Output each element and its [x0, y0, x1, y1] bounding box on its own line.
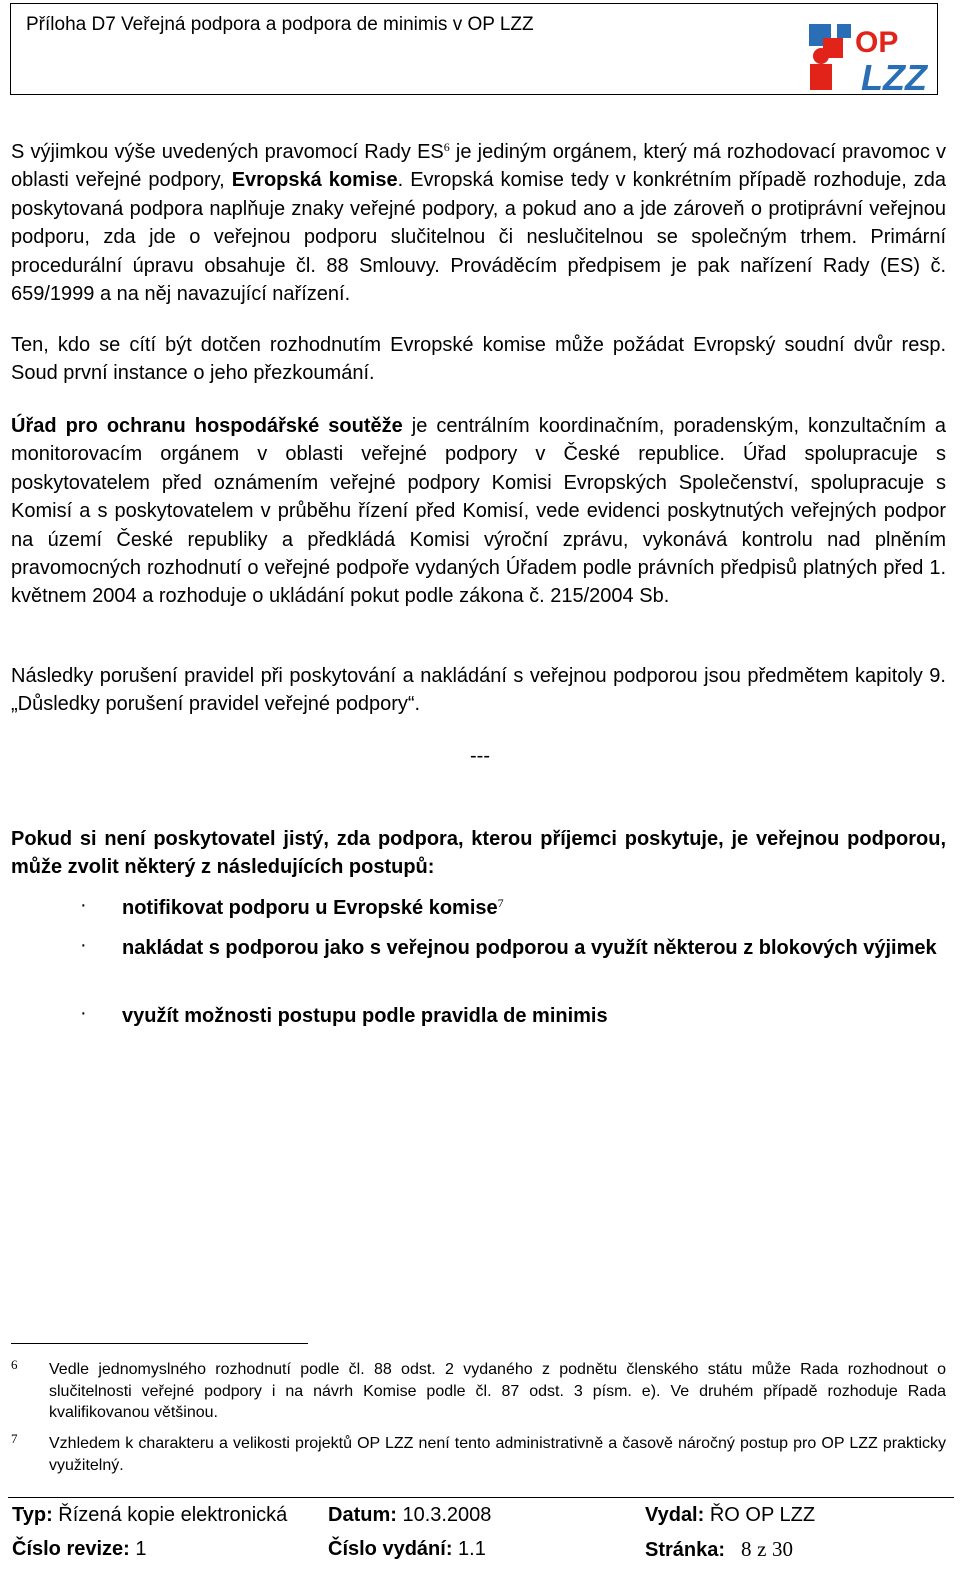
- bullet-symbol: ·: [80, 1002, 87, 1024]
- svg-text:OP: OP: [855, 26, 899, 59]
- op-lzz-logo: [807, 18, 927, 98]
- footer-revision-label: Číslo revize:: [12, 1538, 130, 1560]
- footer-issuer-value: ŘO OP LZZ: [704, 1504, 816, 1526]
- footer-type-label: Typ:: [12, 1504, 53, 1526]
- footer-type: [12, 1504, 287, 1527]
- footer-issuer: [645, 1504, 815, 1527]
- p1-text-a: S výjimkou výše uvedených pravomocí Rady ES: [11, 141, 444, 163]
- paragraph-uohs: [11, 412, 946, 611]
- bullet-symbol: ·: [80, 934, 87, 956]
- paragraph-consequences: Následky porušení pravidel při poskytování a nakládání s veřejnou podporou jsou předmětem kapitoly 9. „Důsledky porušení pravidel veřejné podpory“.: [11, 665, 946, 716]
- footer-page-number: 8: [741, 1537, 752, 1561]
- p1-text-c: . Evropská komise tedy v konkrétním případě rozhoduje, zda poskytovaná podpora naplňuje znaky veřejné podpory, a pokud ano a jde zároveň o protiprávní veřejnou podporu, zda jde o veřejnou podporu slučitelnou či neslučitelnou se společným trhem. Primární procedurální úpravu obsahuje čl. 88 Smlouvy. Prováděcím předpisem je pak nařízení Rady (ES) č. 659/1999 a na něj navazující nařízení.: [11, 169, 947, 306]
- bullet-item-text: notifikovat podporu u Evropské komise: [122, 897, 498, 919]
- footer-date-value: 10.3.2008: [396, 1504, 492, 1526]
- footer-page-total: 30: [771, 1537, 793, 1561]
- footer-revision-value: 1: [129, 1538, 147, 1560]
- footer-page: [645, 1537, 793, 1562]
- footer-edition-label: Číslo vydání:: [328, 1538, 453, 1560]
- p1-text-b: je jediným orgánem, který má rozhodovací pravomoc v oblasti veřejné podpory,: [11, 141, 946, 192]
- footnote-rule: [11, 1343, 308, 1344]
- bullet-item: nakládat s podporou jako s veřejnou podporou a využít některou z blokových výjimek: [122, 937, 937, 959]
- footnote-ref-6: 6: [443, 140, 450, 154]
- footer-type-value: Řízená kopie elektronická: [52, 1504, 288, 1526]
- footnote-text: Vedle jednomyslného rozhodnutí podle čl. 88 odst. 2 vydaného z podnětu členského státu může Rada rozhodnout o slučitelnosti veřejné podpory i na návrh Komise podle čl. 87 odst. 3 písm. e). Ve druhém případě rozhoduje Rada kvalifikovanou většinou.: [49, 1361, 946, 1421]
- separator: ---: [470, 745, 490, 767]
- footnote-text: Vzhledem k charakteru a velikosti projektů OP LZZ není tento administrativně a časově náročný postup pro OP LZZ prakticky využitelný.: [49, 1435, 946, 1474]
- page-header: [10, 3, 938, 98]
- p3-text: je centrálním koordinačním, poradenským, konzultačním a monitorovacím orgánem v oblasti veřejné podpory v České republice. Úřad spolupracuje s poskytovatelem před oznámením veřejné podpory Komisi Evropských Společenství, spolupracuje s Komisí a s poskytovatelem v průběhu řízení před Komisí, vede evidenci poskytnutých veřejných podpor na území České republiky a předkládá Komisi výroční zprávu, vykonává kontrolu nad plněním pravomocných rozhodnutí o veřejné podpoře vydaných Úřadem podle právních předpisů platných před 1. květnem 2004 a rozhoduje o ukládání pokut podle zákona č. 215/2004 Sb.: [11, 415, 946, 608]
- footer-edition-value: 1.1: [452, 1538, 486, 1560]
- svg-text:LZZ: LZZ: [861, 57, 927, 98]
- page-footer: [8, 1497, 954, 1568]
- footer-page-of: z: [757, 1537, 767, 1561]
- footnote-ref-7: 7: [497, 896, 504, 910]
- bullet-item: využít možnosti postupu podle pravidla de minimis: [122, 1005, 608, 1027]
- footer-date-label: Datum:: [328, 1504, 397, 1526]
- paragraph-options-intro: Pokud si není poskytovatel jistý, zda podpora, kterou příjemci poskytuje, je veřejnou podporou, může zvolit některý z následujících postupů:: [11, 828, 946, 879]
- footnote-number: 7: [11, 1431, 18, 1446]
- footer-issuer-label: Vydal:: [645, 1504, 705, 1526]
- paragraph-ec-role: [11, 138, 946, 308]
- header-title: Příloha D7 Veřejná podpora a podpora de minimis v OP LZZ: [26, 14, 534, 35]
- p3-bold: Úřad pro ochranu hospodářské soutěže: [11, 415, 403, 437]
- footer-date: [328, 1504, 491, 1527]
- footer-page-label: Stránka:: [645, 1539, 726, 1561]
- p1-bold: Evropská komise: [231, 169, 398, 192]
- footer-revision: [12, 1538, 147, 1561]
- footer-edition: [328, 1538, 486, 1561]
- bullet-symbol: ·: [80, 894, 87, 916]
- bullet-item: [122, 894, 946, 922]
- footnote-number: 6: [11, 1357, 18, 1372]
- paragraph-court: Ten, kdo se cítí být dotčen rozhodnutím Evropské komise může požádat Evropský soudní dvůr resp. Soud první instance o jeho přezkoumání.: [11, 334, 946, 385]
